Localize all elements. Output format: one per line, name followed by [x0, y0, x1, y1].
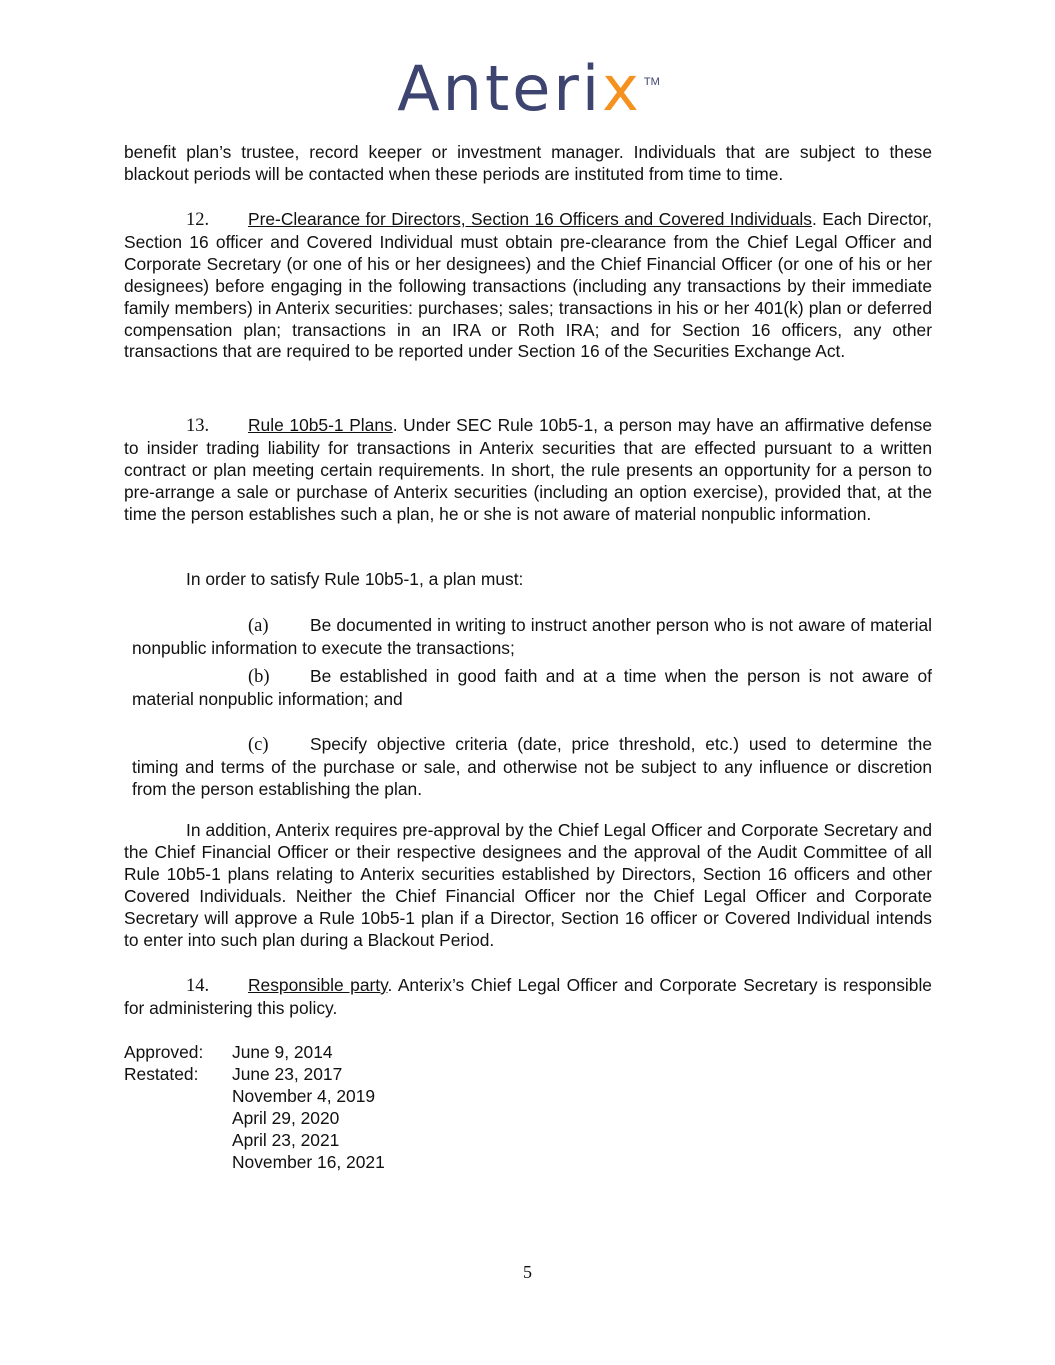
list-item-a-letter: (a)	[248, 616, 269, 636]
section-14-number: 14.	[186, 976, 210, 996]
logo-wordmark: Anteri	[397, 52, 603, 125]
section-12-heading: Pre-Clearance for Directors, Section 16 Officers and Covered Individuals	[248, 209, 812, 229]
section-13-number: 13.	[186, 416, 210, 436]
restated-label: Restated:	[124, 1063, 199, 1084]
section-13-addition: In addition, Anterix requires pre-approval by the Chief Legal Officer and Corporate Secretary and the Chief Financial Officer or their respective designees and the approval of the Audit Committee of all Rule 10b5-1 plans relating to Anterix securities established by Directors, Section 16 officers and other Covered Individuals. Neither the Chief Financial Officer nor the Chief Legal Officer and Corporate Secretary will approve a Rule 10b5-1 plan if a Director, Section 16 officer or Covered Individual intends to enter into such plan during a Blackout Period.	[124, 820, 932, 950]
logo-trademark: TM	[643, 76, 660, 88]
approved-label: Approved:	[124, 1042, 204, 1062]
list-item-c-letter: (c)	[248, 735, 269, 755]
section-13	[124, 415, 932, 526]
page-number: 5	[523, 1262, 532, 1282]
section-14-body: . Anterix’s Chief Legal Officer and Corporate Secretary is responsible for administering this policy.	[124, 975, 932, 1018]
section-13-intro: In order to satisfy Rule 10b5-1, a plan must:	[186, 569, 524, 589]
restated-date: June 23, 2017	[232, 1063, 343, 1084]
section-12-body: . Each Director, Section 16 officer and Covered Individual must obtain pre-clearance from the Chief Legal Officer and Corporate Secretary (or one of his or her designees) and the Chief Financial Officer (or one of his or her designees) before engaging in the following transactions (including any transactions by their immediate family members) in Anterix securities: purchases; sales; transactions in his or her 401(k) plan or deferred compensation plan; transactions in an IRA or Roth IRA; and for Section 16 officers, any other transactions that are required to be reported under Section 16 of the Securities Exchange Act.	[124, 209, 932, 362]
restated-date: April 29, 2020	[232, 1107, 340, 1128]
section-14-heading: Responsible party	[248, 975, 388, 995]
restated-date: November 4, 2019	[232, 1085, 376, 1106]
section-14	[124, 975, 932, 1020]
restated-date: November 16, 2021	[232, 1151, 385, 1172]
restated-date: April 23, 2021	[232, 1129, 340, 1150]
list-item-b-text: Be established in good faith and at a time when the person is not aware of material nonpublic information; and	[132, 666, 932, 709]
list-item-a-text: Be documented in writing to instruct another person who is not aware of material nonpublic information to execute the transactions;	[132, 615, 932, 658]
list-item-b	[132, 666, 932, 711]
approved-date: June 9, 2014	[232, 1042, 333, 1062]
section-13-heading: Rule 10b5-1 Plans	[248, 415, 393, 435]
section-12-number: 12.	[186, 210, 210, 230]
continued-paragraph: benefit plan’s trustee, record keeper or investment manager. Individuals that are subject to these blackout periods will be contacted when these periods are instituted from time to time.	[124, 142, 932, 184]
list-item-a	[132, 615, 932, 660]
list-item-c	[132, 734, 932, 801]
section-13-body: . Under SEC Rule 10b5-1, a person may have an affirmative defense to insider trading liability for transactions in Anterix securities that are effected pursuant to a written contract or plan meeting certain requirements. In short, the rule presents an opportunity for a person to pre-arrange a sale or purchase of Anterix securities (including an option exercise), provided that, at the time the person establishes such a plan, he or she is not aware of material nonpublic information.	[124, 415, 932, 524]
list-item-b-letter: (b)	[248, 667, 270, 687]
list-item-c-text: Specify objective criteria (date, price threshold, etc.) used to determine the timing and terms of the purchase or sale, and otherwise not be subject to any influence or discretion from the person establishing the plan.	[132, 734, 932, 799]
approval-dates	[124, 1042, 385, 1173]
company-logo	[0, 54, 1055, 124]
section-12	[124, 209, 932, 363]
logo-x-mark: x	[602, 52, 642, 125]
